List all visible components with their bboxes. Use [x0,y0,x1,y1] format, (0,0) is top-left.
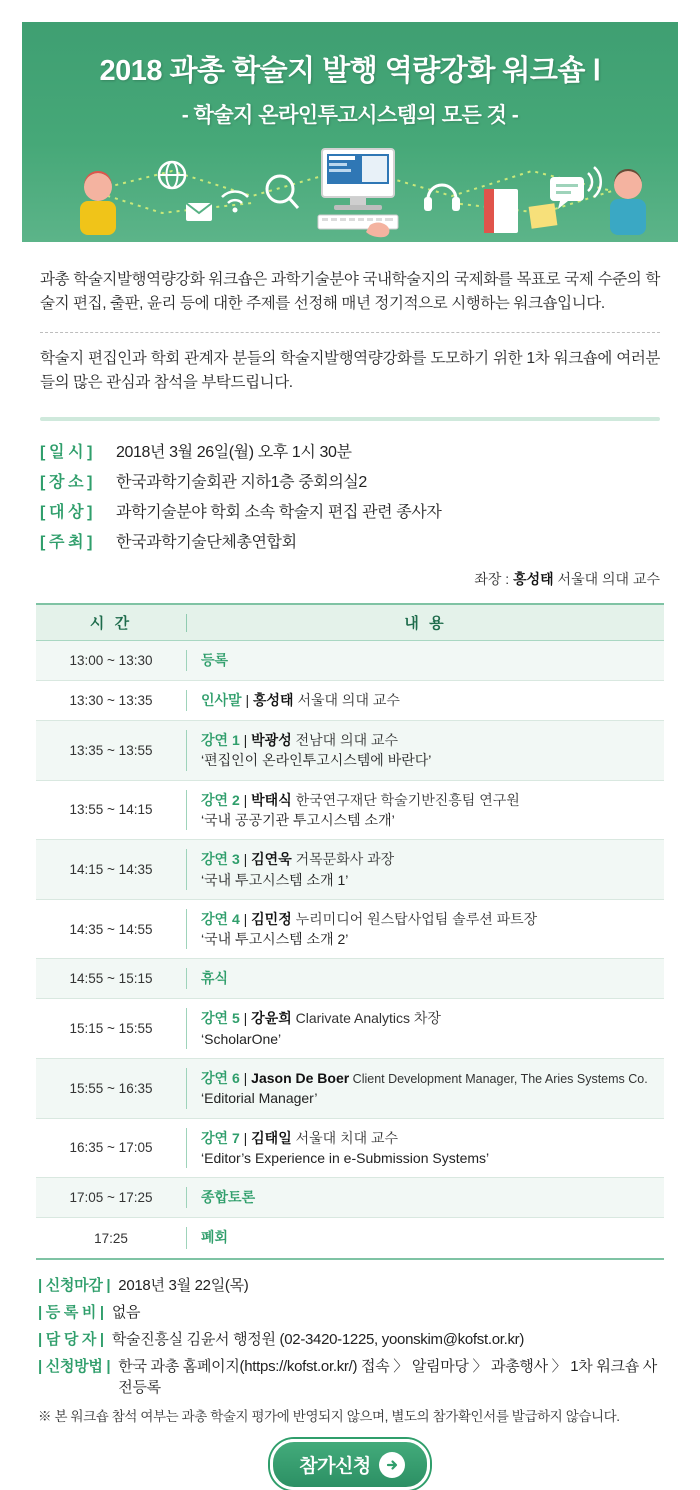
session-label: 휴식 [201,970,229,987]
cell-content: 강연 2 | 박태식 한국연구재단 학술기반진흥팀 연구원 ‘국내 공공기관 투고시스템 소개’ [187,781,664,840]
page-title: 2018 과총 학술지 발행 역량강화 워크숍 Ⅰ [99,55,601,87]
footer-label: | 담 당 자 | [38,1331,104,1349]
info-row [40,469,660,492]
cell-time: 14:55 ~ 15:15 [69,971,153,987]
cell-time: 15:15 ~ 15:55 [69,1021,153,1037]
footer-value: 2018년 3월 22일(목) [118,1277,249,1295]
talk-title: ‘ScholarOne’ [201,1030,282,1047]
table-row [36,1059,664,1119]
table-row [36,959,664,999]
talk-title: ‘국내 투고시스템 소개 2’ [201,931,349,948]
table-row [36,1178,664,1218]
lecture-number: 강연 7 [201,1129,240,1146]
footer-row [38,1328,662,1349]
cell-time: 14:35 ~ 14:55 [69,921,153,937]
info-value: 한국과학기술회관 지하1층 중회의실2 [116,474,367,492]
table-row [36,900,664,960]
chair-prefix: 좌장 : [474,571,514,588]
info-label: [ 대 상 ] [40,504,93,522]
lecture-number: 강연 5 [201,1010,240,1027]
talk-title: ‘Editor’s Experience in e-Submission Systems’ [201,1149,490,1166]
footer-notice: ※ 본 워크숍 참석 여부는 과총 학술지 평가에 반영되지 않으며, 별도의 참가확인서를 발급하지 않습니다. [38,1409,620,1425]
lecture-number: 인사말 [201,692,242,709]
chat-bubble-icon [550,177,584,209]
table-header-row [36,605,664,641]
cell-content [187,641,664,680]
column-header-time: 시 간 [89,615,133,633]
speaker-name: 김민정 [251,910,292,927]
speaker-affiliation: Client Development Manager, The Aries Systems Co. [349,1072,648,1087]
table-row [36,1218,664,1258]
intro-divider [40,332,660,333]
speaker-name: 홍성태 [253,692,294,709]
speaker-affiliation: 누리미디어 원스탑사업팀 솔루션 파트장 [291,910,538,927]
footer-value: 한국 과총 홈페이지(https://kofst.or.kr/) 접속 〉 알림마당 〉 과총행사 〉 1차 워크숍 사전등록 [118,1358,657,1397]
footer-info [22,1260,678,1425]
table-row [36,681,664,721]
footer-value: 학술진흥실 김윤서 행정원 (02-3420-1225, yoonskim@kofst.or.kr) [111,1331,525,1349]
footer-label: | 신청방법 | [38,1358,111,1376]
speaker-name: 박태식 [251,791,292,808]
speaker-name: 박광성 [251,732,292,749]
chair-name: 홍성태 [513,571,554,588]
section-rule [40,417,660,421]
lecture-number: 강연 2 [201,791,240,808]
talk-title: ‘국내 공공기관 투고시스템 소개’ [201,811,395,828]
speaker-name: 김연욱 [251,851,292,868]
cell-time: 17:05 ~ 17:25 [69,1190,153,1206]
table-row [36,641,664,681]
document-icon [529,203,558,228]
info-label: [ 장 소 ] [40,474,93,492]
cell-time: 14:15 ~ 14:35 [69,862,153,878]
cell-time: 13:55 ~ 14:15 [69,802,153,818]
info-row [40,499,660,522]
person-right-icon [610,169,646,235]
cell-time: 16:35 ~ 17:05 [69,1140,153,1156]
talk-title: ‘국내 투고시스템 소개 1’ [201,871,349,888]
info-row [40,529,660,552]
info-value: 한국과학기술단체총연합회 [116,534,297,552]
session-label: 등록 [201,652,229,669]
speaker-affiliation: 거목문화사 과장 [291,851,395,868]
table-row [36,721,664,781]
header-illustration [22,141,678,241]
speaker-name: 강윤희 [251,1010,292,1027]
footer-value: 없음 [111,1304,141,1322]
column-header-content: 내 용 [404,615,447,633]
lecture-number: 강연 6 [201,1070,240,1087]
info-row [40,439,660,462]
page-subtitle: - 학술지 온라인투고시스템의 모든 것 - [181,104,519,127]
signal-icon [588,167,601,197]
cell-time: 13:00 ~ 13:30 [69,653,153,669]
speaker-name: 김태일 [251,1129,292,1146]
info-value: 과학기술분야 학회 소속 학술지 편집 관련 종사자 [116,504,442,522]
intro-paragraph-1: 과총 학술지발행역량강화 워크숍은 과학기술분야 국내학술지의 국제화를 목표로 국제 수준의 학술지 편집, 출판, 윤리 등에 대한 주제를 선정해 매년 정기적으로 시행하는 워크숍입니다. [40,271,660,313]
lecture-number: 강연 4 [201,910,240,927]
cell-content: 강연 4 | 김민정 누리미디어 원스탑사업팀 솔루션 파트장 ‘국내 투고시스템 소개 2’ [187,900,664,959]
talk-title: ‘편집인이 온라인투고시스템에 바란다’ [201,752,432,769]
wifi-icon [222,191,248,212]
table-row [36,781,664,841]
schedule-table [36,603,664,1260]
event-info-list [22,439,678,552]
speaker-affiliation: 한국연구재단 학술기반진흥팀 연구원 [291,791,520,808]
session-label: 폐회 [201,1229,229,1246]
cell-time: 17:25 [94,1230,128,1246]
cell-content: 인사말 | 홍성태 서울대 의대 교수 [201,692,400,709]
cell-content: 강연 1 | 박광성 전남대 의대 교수 ‘편집인이 온라인투고시스템에 바란다’ [187,721,664,780]
speaker-affiliation: 서울대 치대 교수 [291,1129,399,1146]
cell-content [187,1218,664,1258]
cell-content: 강연 3 | 김연욱 거목문화사 과장 ‘국내 투고시스템 소개 1’ [187,840,664,899]
speaker-affiliation: Clarivate Analytics 차장 [291,1010,441,1027]
table-row [36,999,664,1059]
talk-title: ‘Editorial Manager’ [201,1090,318,1107]
info-label: [ 주 최 ] [40,534,93,552]
poster-header [22,22,678,242]
info-label: [ 일 시 ] [40,444,93,462]
lecture-number: 강연 1 [201,732,240,749]
intro-section [22,242,678,421]
chair-affiliation: 서울대 의대 교수 [553,571,660,588]
cell-content [187,1178,664,1217]
arrow-right-icon [379,1452,405,1478]
intro-paragraph-2: 학술지 편집인과 학회 관계자 분들의 학술지발행역량강화를 도모하기 위한 1차 워크숍에 여러분들의 많은 관심과 참석을 부탁드립니다. [40,350,660,392]
footer-label: | 등 록 비 | [38,1304,104,1322]
footer-row [38,1274,662,1295]
cell-content [187,959,664,998]
book-icon [484,189,518,233]
speaker-affiliation: 전남대 의대 교수 [291,732,399,749]
footer-row [38,1301,662,1322]
mail-icon [186,203,212,221]
cell-time: 13:30 ~ 13:35 [69,693,153,709]
speaker-affiliation: 서울대 의대 교수 [293,692,400,709]
cell-time: 15:55 ~ 16:35 [69,1080,153,1096]
person-left-icon [80,171,116,235]
cell-content: 강연 6 | Jason De Boer Client Development Manager, The Aries Systems Co. ‘Editorial Manager’ [187,1059,664,1118]
table-row [36,1119,664,1179]
table-row [36,840,664,900]
lecture-number: 강연 3 [201,851,240,868]
footer-row [38,1355,662,1397]
session-label: 종합토론 [201,1189,256,1206]
apply-button-label: 참가신청 [299,1456,371,1478]
cell-content: 강연 7 | 김태일 서울대 치대 교수 ‘Editor’s Experience in e-Submission Systems’ [187,1119,664,1178]
chair-line [22,559,678,599]
cell-content: 강연 5 | 강윤희 Clarivate Analytics 차장 ‘ScholarOne’ [187,999,664,1058]
monitor-icon [318,149,398,237]
search-person-icon [267,176,298,208]
cell-time: 13:35 ~ 13:55 [69,742,153,758]
apply-button[interactable] [270,1439,429,1490]
apply-section [22,1439,678,1490]
speaker-name: Jason De Boer [251,1070,350,1087]
info-value: 2018년 3월 26일(월) 오후 1시 30분 [116,444,352,462]
footer-label: | 신청마감 | [38,1277,111,1295]
globe-icon [159,162,185,188]
